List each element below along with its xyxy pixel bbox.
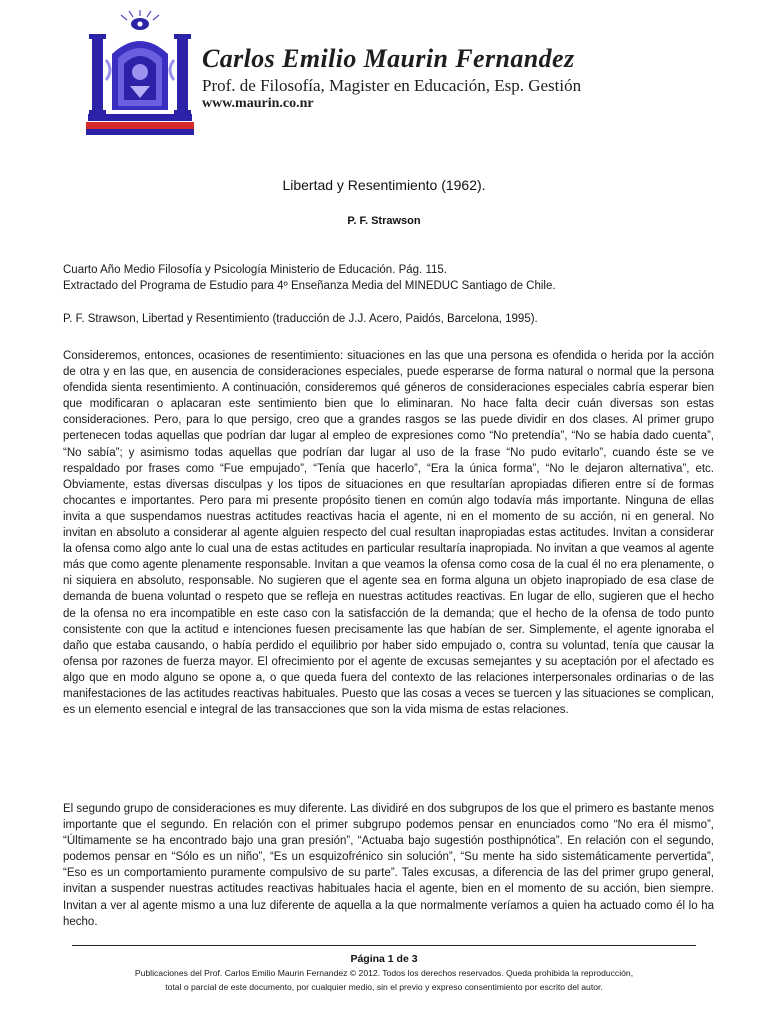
citation: P. F. Strawson, Libertad y Resentimiento (traducción de J.J. Acero, Paidós, Barcelona, 1995). <box>63 313 538 325</box>
author-name: Carlos Emilio Maurin Fernandez <box>202 44 575 73</box>
page-header <box>84 10 724 140</box>
author-website: www.maurin.co.nr <box>202 96 314 111</box>
source-line-2: Extractado del Programa de Estudio para 4º Enseñanza Media del MINEDUC Santiago de Chile. <box>63 280 556 292</box>
source-line-1: Cuarto Año Medio Filosofía y Psicología Ministerio de Educación. Pág. 115. <box>63 264 447 276</box>
author-credentials: Prof. de Filosofía, Magister en Educación, Esp. Gestión <box>202 76 582 95</box>
document-author: P. F. Strawson <box>347 215 421 227</box>
crest-logo <box>84 10 196 140</box>
footer-divider <box>72 945 696 946</box>
document-title: Libertad y Resentimiento (1962). <box>282 177 486 193</box>
copyright-line-1: Publicaciones del Prof. Carlos Emilio Maurin Fernandez © 2012. Todos los derechos reservados. Queda prohibida la reproducción, <box>134 968 634 978</box>
copyright-line-2: total o parcial de este documento, por cualquier medio, sin el previo y expreso consentimiento por escrito del autor. <box>165 982 603 992</box>
copyright-notice <box>60 966 708 994</box>
body-paragraph: El segundo grupo de consideraciones es muy diferente. Las dividiré en dos subgrupos de los que el primero es bastante menos importante que el segundo. En relación con el primer subgrupo podemos pensar en enunciados como “No era él mismo”, “Últimamente se ha encontrado bajo una gran presión”, “Actuaba bajo sugestión posthipnótica”. En relación con el segundo, podemos pensar en “Sólo es un niño”, “Es un esquizofrénico sin solución”, “Su mente ha sido sistemáticamente pervertida”, “Eso es un comportamiento puramente compulsivo de su parte”. Tales excusas, a diferencia de las del primer grupo general, invitan a suspender nuestras actitudes reactivas habituales hacia el agente, bien en el momento de su acción, bien siempre. Invitan a ver al agente mismo a una luz diferente de aquella a la que normalmente veríamos a quien ha actuado como él lo ha hecho. <box>63 803 714 928</box>
page-number: Página 1 de 3 <box>350 953 418 965</box>
body-paragraph: Consideremos, entonces, ocasiones de resentimiento: situaciones en las que una persona es ofendida o herida por la acción de otra y en las que, en ausencia de consideraciones especiales, puede esperarse de forma natural o normal que la persona ofendida sienta resentimiento. A continuación, consideremos qué géneros de consideraciones especiales cabría esperar bien que modificaran o aplacaran este sentimiento bien que lo eliminaran. No hace falta decir cuán diversas son estas consideraciones. Pero, para lo que persigo, creo que a grandes rasgos se las puede dividir en dos clases. Al primer grupo pertenecen todas aquellas que podrían dar lugar al empleo de expresiones como “No pretendía”, “No se había dado cuenta”, “No sabía”; y asimismo todas aquellas que podrían dar lugar al uso de la frase “No pudo evitarlo”, cuando éste se ve respaldado por frases como “Fue empujado”, “Tenía que hacerlo”, “Era la única forma”, “No le dejaron alternativa”, etc. Obviamente, estas diversas disculpas y los tipos de situaciones en que resultarían apropiadas difieren entre sí de formas chocantes e importantes. Pero para mi presente propósito tienen en común algo todavía más importante. Ninguna de ellas invita a que suspendamos nuestras actitudes reactivas hacia el agente, ni en el momento de su acción, ni en general. No invitan en absoluto a considerar al agente alguien respecto del cual resultan inapropiadas estas actitudes. Invitan a considerar la ofensa como algo ante lo cual una de estas actitudes en particular resultaría inapropiada. No invitan a que veamos al agente más que como agente plenamente responsable. Invitan a que veamos la ofensa como cosa de la cual él no era plenamente, o ni siquiera en absoluto, responsable. No sugieren que el agente sea en forma alguna un objeto inapropiado de esa clase de demanda de buena voluntad o respeto que se refleja en nuestras actitudes reactivas. En lugar de ello, sugieren que el hecho de la ofensa no era incompatible en este caso con la satisfacción de la demanda; que el hecho de la ofensa de todo punto consistente con que la actitud e intenciones fuesen precisamente las que habían de ser. Simplemente, el agente ignoraba el daño que estaba causando, o había perdido el equilibrio por haber sido empujado o, contra su voluntad, tenía que causar la ofensa por razones de fuerza mayor. El ofrecimiento por el agente de excusas semejantes y su aceptación por el afectado es algo que en modo alguno se opone a, o que queda fuera del contexto de las relaciones interpersonales ordinarias o de las manifestaciones de las actitudes reactivas habituales. Puesto que las cosas a veces se tuercen y las situaciones se complican, es un elemento esencial e integral de las transacciones que son la vida misma de estas relaciones. <box>63 350 714 717</box>
